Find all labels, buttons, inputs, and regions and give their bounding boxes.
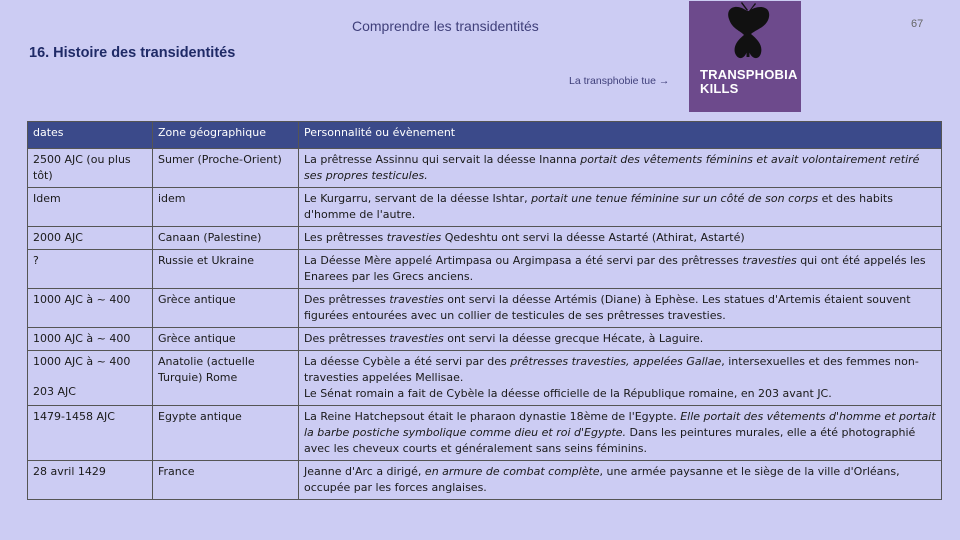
slogan-text: La transphobie tue [569, 75, 656, 87]
table-row [28, 250, 942, 289]
event-cell: La Reine Hatchepsout était le pharaon dynastie 18ème de l'Egypte. Elle portait des vêtements d'homme et portait la barbe postiche symbolique comme dieu et roi d'Egypte. Dans les peintures murales, elle a été photographié avec les cheveux courts et généralement sans seins féminins. [299, 406, 942, 461]
date-cell: 28 avril 1429 [28, 461, 153, 500]
zone-cell: Russie et Ukraine [153, 250, 299, 289]
logo-line-1: TRANSPHOBIA [700, 67, 798, 82]
event-cell: Jeanne d'Arc a dirigé, en armure de combat complète, une armée paysanne et le siège de la ville d'Orléans, occupée par les forces anglaises. [299, 461, 942, 500]
event-cell: Des prêtresses travesties ont servi la déesse grecque Hécate, à Laguire. [299, 328, 942, 351]
table-row [28, 149, 942, 188]
section-title: 16. Histoire des transidentités [29, 45, 236, 61]
event-cell: Des prêtresses travesties ont servi la déesse Artémis (Diane) à Ephèse. Les statues d'Artemis étaient souvent figurées entourées avec un collier de testicules de ses prêtresses travesties. [299, 289, 942, 328]
column-header-event: Personnalité ou évènement [299, 122, 942, 149]
date-cell: 2500 AJC (ou plus tôt) [28, 149, 153, 188]
table-row [28, 351, 942, 406]
zone-cell: Anatolie (actuelle Turquie) Rome [153, 351, 299, 406]
zone-cell: France [153, 461, 299, 500]
table-row [28, 289, 942, 328]
table-row [28, 227, 942, 250]
slogan [569, 75, 669, 87]
zone-cell: Sumer (Proche-Orient) [153, 149, 299, 188]
table-row [28, 461, 942, 500]
column-header-zone: Zone géographique [153, 122, 299, 149]
table-row [28, 328, 942, 351]
transphobia-kills-logo [689, 1, 801, 112]
logo-line-2: KILLS [700, 81, 739, 96]
date-cell: Idem [28, 188, 153, 227]
date-cell: 1000 AJC à ~ 400 [28, 289, 153, 328]
arrow-right-icon: → [658, 75, 670, 87]
history-table [27, 121, 942, 500]
zone-cell: Grèce antique [153, 289, 299, 328]
zone-cell: Canaan (Palestine) [153, 227, 299, 250]
date-cell: 2000 AJC [28, 227, 153, 250]
logo-text [700, 68, 798, 96]
event-cell: La prêtresse Assinnu qui servait la déesse Inanna portait des vêtements féminins et avait volontairement retiré ses propres testicules. [299, 149, 942, 188]
butterfly-icon [689, 1, 801, 71]
event-cell: Le Kurgarru, servant de la déesse Ishtar, portait une tenue féminine sur un côté de son corps et des habits d'homme de l'autre. [299, 188, 942, 227]
zone-cell: Grèce antique [153, 328, 299, 351]
date-cell: 1479-1458 AJC [28, 406, 153, 461]
zone-cell: Egypte antique [153, 406, 299, 461]
date-cell: 1000 AJC à ~ 400 203 AJC [28, 351, 153, 406]
event-cell: La déesse Cybèle a été servi par des prêtresses travesties, appelées Gallae, intersexuelles et des femmes non-travesties appelées Mellisae. Le Sénat romain a fait de Cybèle la déesse officielle de la République romaine, en 203 avant JC. [299, 351, 942, 406]
date-cell: 1000 AJC à ~ 400 [28, 328, 153, 351]
table-row [28, 406, 942, 461]
zone-cell: idem [153, 188, 299, 227]
event-cell: La Déesse Mère appelé Artimpasa ou Argimpasa a été servi par des prêtresses travesties qui ont été appelés les Enarees par les Grecs anciens. [299, 250, 942, 289]
page-number: 67 [911, 18, 924, 30]
date-cell: ? [28, 250, 153, 289]
column-header-dates: dates [28, 122, 153, 149]
event-cell: Les prêtresses travesties Qedeshtu ont servi la déesse Astarté (Athirat, Astarté) [299, 227, 942, 250]
table-row [28, 188, 942, 227]
page-header-title: Comprendre les transidentités [352, 18, 539, 34]
table-header-row [28, 122, 942, 149]
